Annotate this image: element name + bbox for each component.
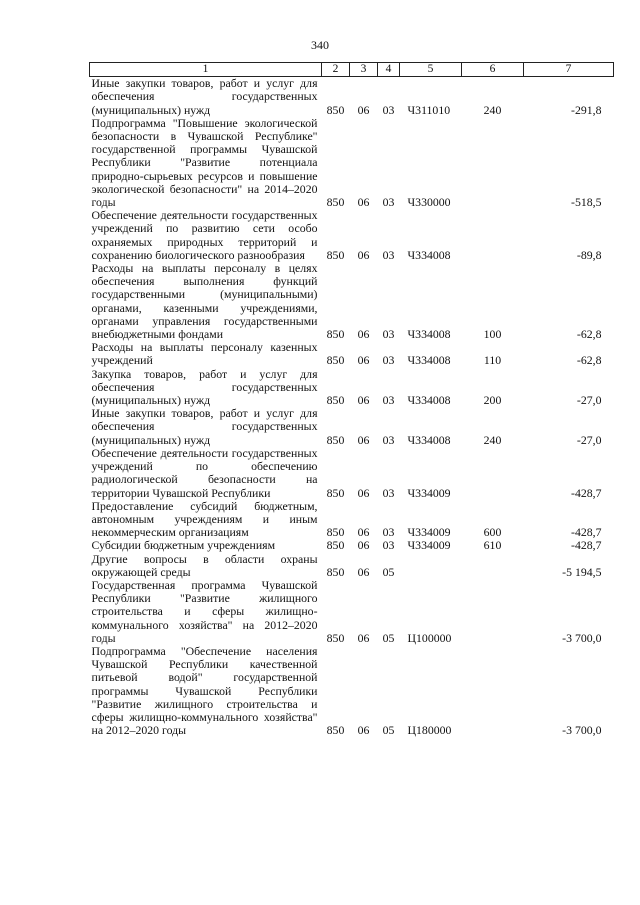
row-amount: -291,8 <box>571 102 602 117</box>
row-target-article <box>400 553 462 579</box>
table-row <box>90 209 614 262</box>
row-section: 06 <box>357 195 370 210</box>
row-section: 06 <box>357 485 370 500</box>
row-name: Иные закупки товаров, работ и услуг для обеспечения государственных (муниципальных) нужд <box>91 406 318 447</box>
row-amount: -518,5 <box>571 195 602 210</box>
row-section: 06 <box>357 564 370 579</box>
row-ministry: 850 <box>326 525 345 540</box>
row-expense-type: 240 <box>483 432 502 447</box>
table-body <box>90 77 614 738</box>
row-subsection: 05 <box>382 630 395 645</box>
row-name: Субсидии бюджетным учреждениям <box>91 538 276 553</box>
table-row <box>90 553 614 579</box>
row-amount: -27,0 <box>576 432 602 447</box>
row-target-article: Ц100000 <box>407 630 452 645</box>
row-subsection: 03 <box>382 247 395 262</box>
row-target-article: Ц180000 <box>407 723 452 738</box>
table-row <box>90 77 614 117</box>
row-name: Обеспечение деятельности государственных учреждений по обеспечению радиологической безопасности на территории Чувашской Республики <box>91 445 318 500</box>
row-name: Закупка товаров, работ и услуг для обеспечения государственных (муниципальных) нужд <box>91 366 318 408</box>
row-amount: -3 700,0 <box>562 630 602 645</box>
row-name: Подпрограмма "Обеспечение населения Чувашской Республики качественной питьевой водой" государственной программы Чувашской Республики "Развитие жилищного строительства и сферы жилищно-коммунального хозяйства" на 2012–2020 годы <box>91 643 318 738</box>
row-target-article: Ч334008 <box>407 353 451 368</box>
column-header-expense-type: 6 <box>462 63 524 77</box>
row-amount: -5 194,5 <box>562 564 602 579</box>
row-section: 06 <box>357 102 370 117</box>
row-subsection: 03 <box>382 327 395 342</box>
column-header-subsection: 4 <box>378 63 400 77</box>
row-ministry: 850 <box>326 195 345 210</box>
column-header-name: 1 <box>90 63 322 77</box>
row-amount: -428,7 <box>571 485 602 500</box>
row-subsection: 05 <box>382 723 395 738</box>
column-header-section: 3 <box>350 63 378 77</box>
row-expense-type: 110 <box>483 353 502 368</box>
table-header <box>90 63 614 77</box>
row-ministry: 850 <box>326 432 345 447</box>
row-name: Подпрограмма "Повышение экологической безопасности в Чувашской Республике" государственной программы Чувашской Республики "Развитие потенциала природно-сырьевых ресурсов и повышение экологической безопасности" на 2014–2020 годы <box>91 115 318 210</box>
row-ministry: 850 <box>326 723 345 738</box>
row-section: 06 <box>357 525 370 540</box>
row-section: 06 <box>357 327 370 342</box>
row-target-article: Ч334008 <box>407 247 451 262</box>
budget-table <box>89 62 614 737</box>
table-row <box>90 368 614 408</box>
row-amount: -27,0 <box>576 393 602 408</box>
table-row <box>90 579 614 645</box>
row-target-article: Ч330000 <box>407 195 451 210</box>
row-ministry: 850 <box>326 102 345 117</box>
row-section: 06 <box>357 393 370 408</box>
row-subsection: 03 <box>382 393 395 408</box>
row-subsection: 03 <box>382 525 395 540</box>
row-amount: -428,7 <box>571 538 602 553</box>
row-ministry: 850 <box>326 393 345 408</box>
row-amount: -62,8 <box>576 353 602 368</box>
row-expense-type: 600 <box>483 525 502 540</box>
row-name: Расходы на выплаты персоналу казенных учреждений <box>91 340 318 368</box>
column-header-ministry: 2 <box>322 63 350 77</box>
row-name: Другие вопросы в области охраны окружающей среды <box>91 551 318 579</box>
row-subsection: 03 <box>382 353 395 368</box>
row-name: Предоставление субсидий бюджетным, автономным учреждениям и иным некоммерческим организациям <box>91 498 318 540</box>
row-target-article: Ч334008 <box>407 432 451 447</box>
table-row <box>90 539 614 552</box>
row-name: Государственная программа Чувашской Республики "Развитие жилищного строительства и сферы жилищно-коммунального хозяйства" на 2012–2020 годы <box>91 577 318 645</box>
row-target-article: Ч334008 <box>407 327 451 342</box>
row-section: 06 <box>357 538 370 553</box>
table-row <box>90 500 614 540</box>
row-ministry: 850 <box>326 485 345 500</box>
row-target-article: Ч334009 <box>407 538 451 553</box>
row-subsection: 03 <box>382 195 395 210</box>
row-expense-type <box>462 447 524 500</box>
row-target-article: Ч334009 <box>407 525 451 540</box>
row-expense-type <box>462 579 524 645</box>
row-ministry: 850 <box>326 247 345 262</box>
row-subsection: 03 <box>382 485 395 500</box>
row-subsection: 03 <box>382 102 395 117</box>
table-row <box>90 447 614 500</box>
column-header-amount: 7 <box>524 63 614 77</box>
row-ministry: 850 <box>326 564 345 579</box>
row-expense-type: 100 <box>483 327 502 342</box>
row-ministry: 850 <box>326 538 345 553</box>
row-subsection: 03 <box>382 432 395 447</box>
header-row <box>90 63 614 77</box>
column-header-target-article: 5 <box>400 63 462 77</box>
row-expense-type <box>462 209 524 262</box>
row-name: Расходы на выплаты персоналу в целях обеспечения выполнения функций государственными (муниципальными) органами, казенными учреждениями, органами управления государственными внебюджетными фондами <box>91 261 318 342</box>
row-section: 06 <box>357 630 370 645</box>
table-row <box>90 117 614 209</box>
row-subsection: 03 <box>382 538 395 553</box>
row-subsection: 05 <box>382 564 395 579</box>
row-ministry: 850 <box>326 353 345 368</box>
row-target-article: Ч311010 <box>407 102 451 117</box>
row-name: Обеспечение деятельности государственных учреждений по развитию сети особо охраняемых природных территорий и сохранению биологического разнообразия <box>91 208 318 262</box>
table-row <box>90 407 614 447</box>
row-target-article: Ч334008 <box>407 393 451 408</box>
page-number: 340 <box>311 38 329 52</box>
row-name: Иные закупки товаров, работ и услуг для обеспечения государственных (муниципальных) нужд <box>91 76 318 117</box>
row-ministry: 850 <box>326 630 345 645</box>
table-row <box>90 262 614 341</box>
row-expense-type <box>462 553 524 579</box>
row-section: 06 <box>357 247 370 262</box>
row-section: 06 <box>357 432 370 447</box>
row-expense-type <box>462 117 524 209</box>
row-amount: -62,8 <box>576 327 602 342</box>
row-expense-type: 240 <box>483 102 502 117</box>
row-expense-type: 610 <box>483 538 502 553</box>
row-amount: -3 700,0 <box>562 723 602 738</box>
row-section: 06 <box>357 353 370 368</box>
row-expense-type: 200 <box>483 393 502 408</box>
row-amount: -428,7 <box>571 525 602 540</box>
row-section: 06 <box>357 723 370 738</box>
row-ministry: 850 <box>326 327 345 342</box>
row-expense-type <box>462 645 524 737</box>
row-target-article: Ч334009 <box>407 485 451 500</box>
row-amount: -89,8 <box>576 247 602 262</box>
table-row <box>90 341 614 367</box>
table-row <box>90 645 614 737</box>
